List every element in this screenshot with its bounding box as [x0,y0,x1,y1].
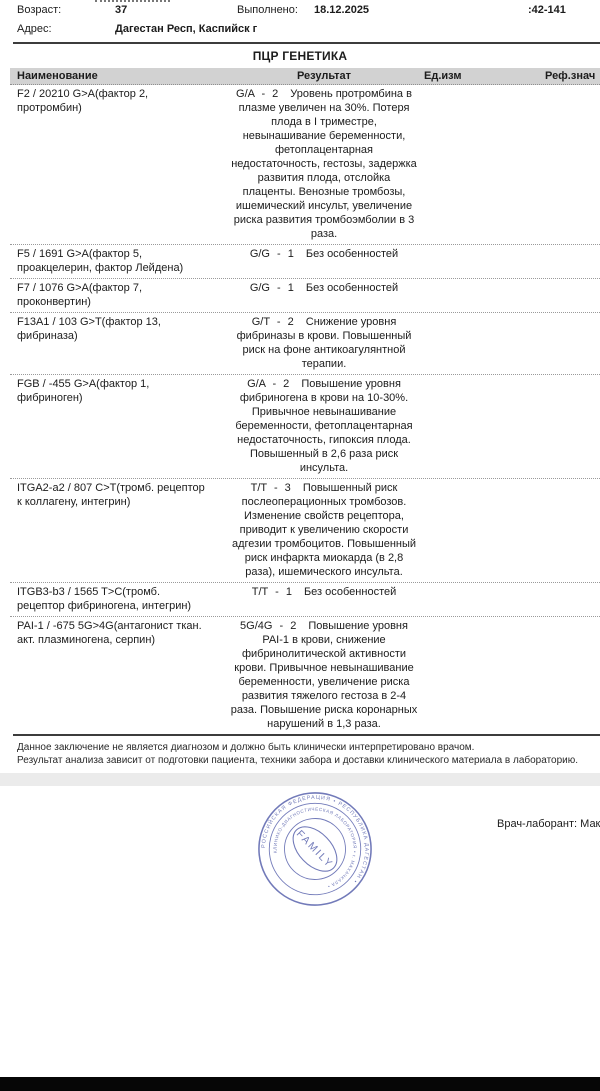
result-description: Повышение уровня фибриногена в крови на 10-30%. Привычное невынашивание беременности, фетоплацентарная недостаточность, гипоксия плода. Повышенный в 2,6 раза риск инсульта. [235,378,413,474]
table-row [10,245,600,279]
unit-cell [424,585,510,613]
section-title-row [0,44,600,68]
table-row [10,617,600,734]
test-result [224,481,424,579]
ref-cell [510,585,600,613]
screenshot-bottom-bar [0,1077,600,1091]
unit-cell [424,315,510,371]
results-table [10,68,600,734]
result-description: Уровень протромбина в плазме увеличен на 30%. Потеря плода в I триместре, невынашивание беременности, фетоплацентарная недостаточность, гестозы, задержка развития плода, отслойка плаценты. Венозные тромбозы, ишемический инсульт, увеличение риска развития тромбоэмболии в 3 раза. [231,88,417,240]
col-header-unit: Ед.изм [424,70,462,82]
doctor-name: Мак [580,818,600,830]
stamp-outer-ring-text: РОССИЙСКАЯ ФЕДЕРАЦИЯ • РЕСПУБЛИКА ДАГЕСТАН • [260,794,370,885]
test-result [224,377,424,475]
genotype-value: G/T - 2 [251,316,294,328]
phone-fragment: :42-141 [528,4,566,16]
test-result [224,585,424,613]
unit-cell [424,87,510,241]
doctor-line [497,818,600,830]
test-name: F5 / 1691 G>A(фактор 5, проакцелерин, фактор Лейдена) [17,248,184,274]
unit-cell [424,281,510,309]
ref-cell [510,87,600,241]
disclaimer-line: Результат анализа зависит от подготовки пациента, техники забора и доставки клинического материала в лабораторию. [17,755,579,766]
disclaimer-line: Данное заключение не является диагнозом и должно быть клинически интерпретировано врачом. [17,742,475,753]
table-row [10,375,600,479]
unit-cell [424,481,510,579]
unit-cell [424,619,510,731]
genotype-value: 5G/4G - 2 [240,620,297,632]
test-result [224,281,424,309]
unit-cell [424,247,510,275]
test-result [224,315,424,371]
genotype-value: T/T - 3 [250,482,291,494]
disclaimer [0,736,600,773]
table-row [10,583,600,617]
ref-cell [510,247,600,275]
ref-cell [510,315,600,371]
table-row [10,479,600,583]
lab-round-stamp [250,784,380,914]
stamp-inner-ring-text: КЛИНИКО-ДИАГНОСТИЧЕСКАЯ ЛАБОРАТОРИЯ • г. МАХАЧКАЛА • [272,806,358,890]
address-value: Дагестан Респ, Каспийск г [115,23,258,35]
test-name: ITGA2-a2 / 807 C>T(тромб. рецептор к коллагену, интегрин) [17,482,205,508]
table-header-row [10,68,600,85]
col-header-ref: Реф.знач [545,70,596,82]
test-name: PAI-1 / -675 5G>4G(антагонист ткан. акт. плазминогена, серпин) [17,620,202,646]
genotype-value: T/T - 1 [251,586,292,598]
result-description: Снижение уровня фибриназы в крови. Повышенный риск на фоне антикоагулянтной терапии. [236,316,412,370]
test-name: ITGB3-b3 / 1565 T>C(тромб. рецептор фибриногена, интегрин) [17,586,192,612]
table-row [10,279,600,313]
test-name: F13A1 / 103 G>T(фактор 13, фибриназа) [17,316,161,342]
result-description: Повышение уровня PAI-1 в крови, снижение фибринолитической активности крови. Привычное невынашивание беременности, увеличение риска развития тяжелого гестоза в 2-4 раза. Повышение риска коронарных нарушений в 1,3 раза. [230,620,418,730]
age-value: 37 [115,4,128,16]
doctor-label: Врач-лаборант: [497,818,578,830]
col-header-result: Результат [296,70,352,82]
test-result [224,247,424,275]
signature-section [0,786,600,1077]
genotype-value: G/A - 2 [236,88,279,100]
table-row [10,85,600,245]
performed-date: 18.12.2025 [314,4,370,16]
result-description: Без особенностей [305,282,399,294]
result-description: Повышенный риск послеоперационных тромбозов. Изменение свойств рецептора, приводит к увеличению скорости адгезии тромбоцитов. Повышенный риск инфаркта миокарда (в 2,8 раза), ишемического инсульта. [231,482,417,578]
test-result [224,87,424,241]
test-name: F7 / 1076 G>A(фактор 7, проконвертин) [17,282,142,308]
patient-header [0,0,600,42]
ref-cell [510,281,600,309]
col-header-name: Наименование [17,70,98,82]
ref-cell [510,481,600,579]
age-label: Возраст: [17,4,62,16]
unit-cell [424,377,510,475]
result-description: Без особенностей [303,586,397,598]
table-row [10,313,600,375]
genotype-value: G/G - 1 [249,282,294,294]
test-result [224,619,424,731]
performed-label: Выполнено: [237,4,298,16]
genotype-value: G/G - 1 [249,248,294,260]
section-title: ПЦР ГЕНЕТИКА [252,49,348,63]
address-label: Адрес: [17,23,52,35]
result-description: Без особенностей [305,248,399,260]
test-name: FGB / -455 G>A(фактор 1, фибриноген) [17,378,150,404]
test-name: F2 / 20210 G>A(фактор 2, протромбин) [17,88,149,114]
ref-cell [510,377,600,475]
page-separator-band [0,773,600,786]
ref-cell [510,619,600,731]
genotype-value: G/A - 2 [247,378,290,390]
stamp-center-text: FAMILY [293,828,335,871]
